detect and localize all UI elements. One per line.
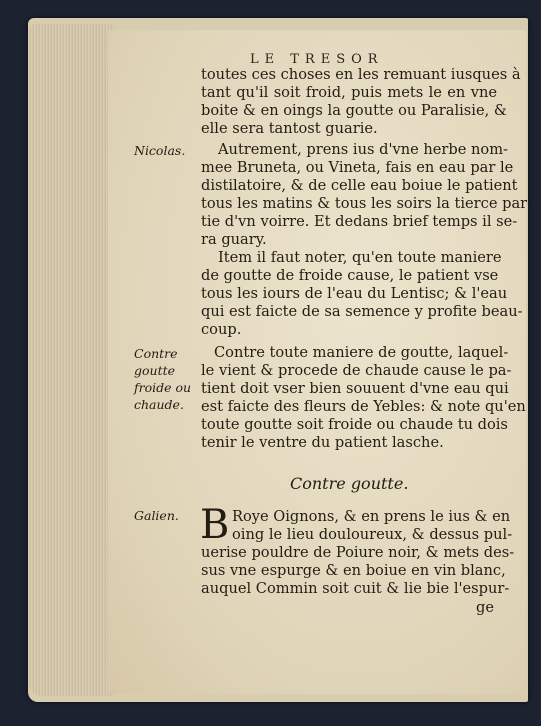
text-line: toutes ces choses en les remuant iusques à [201,66,521,83]
text-line: ra guary. [201,231,267,248]
text-line: elle sera tantost guarie. [201,120,378,137]
text-line: tous les iours de l'eau du Lentisc; & l'eau [201,285,508,302]
text-line: toute goutte soit froide ou chaude tu dois [201,416,508,433]
text-line: Autrement, prens ius d'vne herbe nom- [218,141,508,158]
margin-note-galien: Galien. [134,508,179,523]
text-line: Contre toute maniere de goutte, laquel- [214,344,509,361]
text-line: oing le lieu douloureux, & dessus pul- [232,526,513,543]
text-line: tous les matins & tous les soirs la tierce par- [201,195,533,212]
margin-note-chaude: chaude. [134,397,184,412]
margin-note-contre: Contre [134,346,178,361]
text-line: tient doit vser bien souuent d'vne eau qui [201,380,509,397]
text-line: qui est faicte de sa semence y profite beau- [201,303,523,320]
text-line: tenir le ventre du patient lasche. [201,434,444,451]
text-line: de goutte de froide cause, le patient vse [201,267,499,284]
section-heading: Contre goutte. [290,474,409,493]
text-line: Roye Oignons, & en prens le ius & en [232,508,511,525]
drop-cap: B [200,502,230,548]
text-line: Item il faut noter, qu'en toute maniere [218,249,502,266]
text-line: mee Bruneta, ou Vineta, fais en eau par le [201,159,514,176]
margin-note-froide: froide ou [134,380,192,395]
page-edges [28,24,114,696]
catchword: ge [476,599,494,616]
text-line: uerise pouldre de Poiure noir, & mets des- [201,544,515,561]
margin-note-nicolas: Nicolas. [134,143,186,158]
text-line: le vient & procede de chaude cause le pa- [201,362,512,379]
margin-note-goutte: goutte [134,363,176,378]
text-line: distilatoire, & de celle eau boiue le patient [201,177,518,194]
text-line: est faicte des fleurs de Yebles: & note qu'en [201,398,526,415]
text-line: auquel Commin soit cuit & lie bie l'espur- [201,580,510,597]
text-line: boite & en oings la goutte ou Paralisie, & [201,102,507,119]
text-line: tie d'vn voirre. Et dedans brief temps il se- [201,213,518,230]
running-header: LE TRESOR [250,52,384,67]
text-line: sus vne espurge & en boiue en vin blanc, [201,562,506,579]
text-line: coup. [201,321,242,338]
text-line: tant qu'il soit froid, puis mets le en vne [201,84,497,101]
